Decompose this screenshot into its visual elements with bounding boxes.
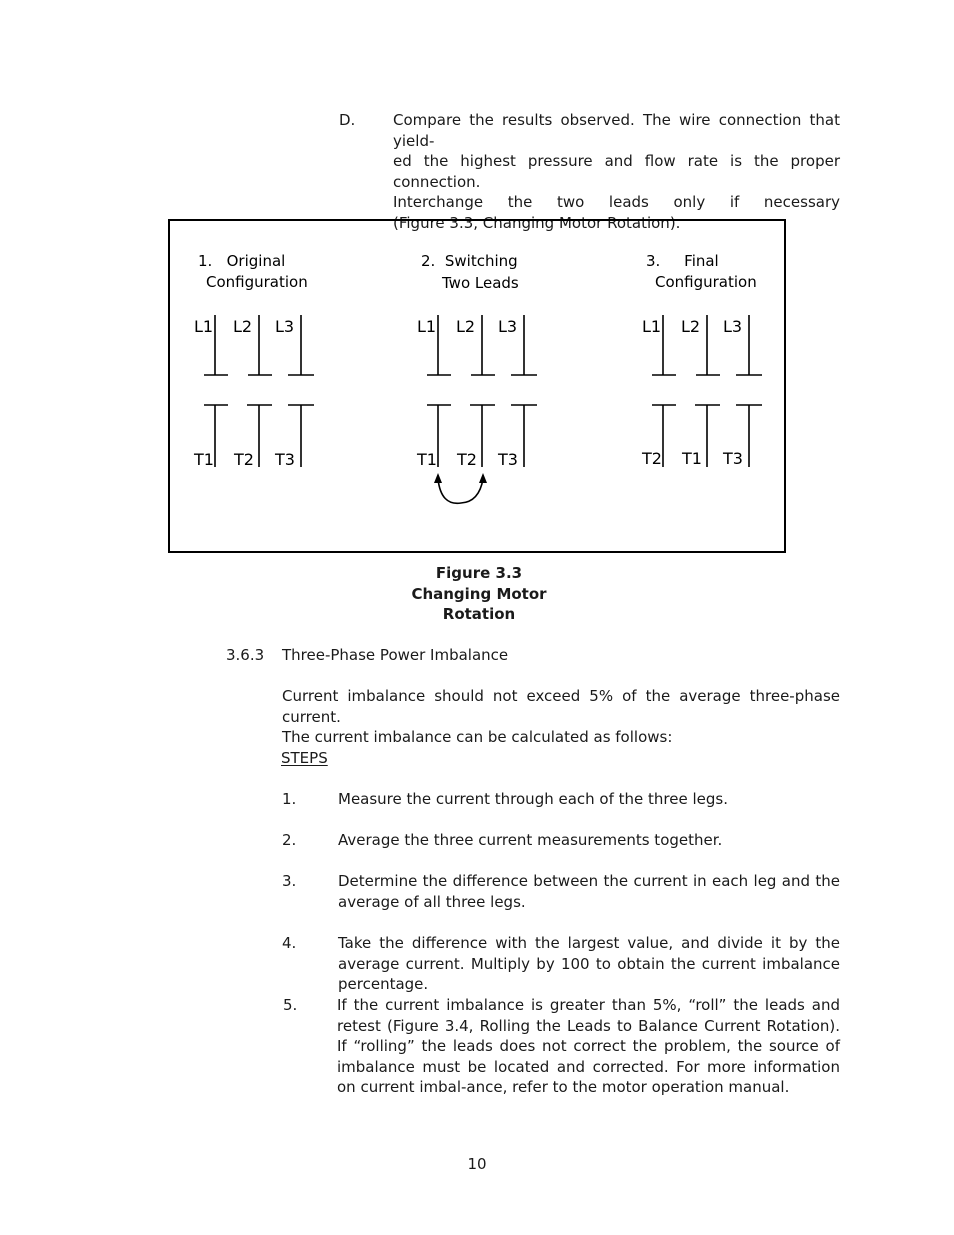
config-2-title-line1: Switching xyxy=(444,252,518,270)
step-3-number: 3. xyxy=(282,872,297,890)
step-5-number: 5. xyxy=(283,996,298,1014)
config-3-number: 3. xyxy=(646,252,661,270)
config-1-top-label-3: L3 xyxy=(275,317,295,336)
config-2-top-label-3: L3 xyxy=(498,317,518,336)
step-2-text: Average the three current measurements together. xyxy=(338,831,723,849)
step-4-number: 4. xyxy=(282,934,297,952)
config-1-top-label-2: L2 xyxy=(233,317,253,336)
step-4-text: Take the difference with the largest value, and divide it by the average current. Multiply by 100 to obtain the current imbalance percentage. xyxy=(338,934,840,994)
config-3-title-line2: Configuration xyxy=(655,273,757,291)
config-2-title-line2: Two Leads xyxy=(442,274,519,292)
step-2-number: 2. xyxy=(282,831,297,849)
config-2-bottom-label-1: T1 xyxy=(417,450,437,469)
config-3-title-line1: Final xyxy=(684,252,719,270)
section-title: Three-Phase Power Imbalance xyxy=(282,646,509,664)
figure-caption-line-1: Figure 3.3 xyxy=(435,564,523,582)
figure-3-3-box xyxy=(168,219,786,553)
section-d-line-4: (Figure 3.3, Changing Motor Rotation). xyxy=(393,213,681,232)
swap-arrow-head-right xyxy=(479,473,487,483)
config-2-diagram xyxy=(416,315,537,503)
config-1-bottom-label-1: T1 xyxy=(194,450,214,469)
config-2-top-label-2: L2 xyxy=(456,317,476,336)
section-intro xyxy=(282,686,840,748)
step-1-number: 1. xyxy=(282,790,297,808)
config-1-diagram xyxy=(193,315,314,469)
config-1-bottom-label-3: T3 xyxy=(275,450,295,469)
swap-arrow-head-left xyxy=(434,473,442,483)
section-d-text xyxy=(393,110,840,234)
figure-caption-line-3: Rotation xyxy=(442,605,516,623)
section-d-line-2: ed the highest pressure and flow rate is the proper connection. xyxy=(393,152,840,191)
config-3-bottom-label-1: T2 xyxy=(642,449,662,468)
config-2-bottom-label-3: T3 xyxy=(498,450,518,469)
page-number: 10 xyxy=(467,1155,487,1173)
config-2-bottom-label-2: T2 xyxy=(457,450,477,469)
config-1-number: 1. xyxy=(198,252,213,270)
wiring-diagram xyxy=(170,221,784,551)
config-1-top-label-1: L1 xyxy=(194,317,214,336)
config-1-title-line2: Configuration xyxy=(206,273,308,291)
step-3-text: Determine the difference between the current in each leg and the average of all three legs. xyxy=(338,872,840,911)
section-intro-line-1: Current imbalance should not exceed 5% of the average three-phase current. xyxy=(282,687,840,726)
config-3-top-label-3: L3 xyxy=(723,317,743,336)
steps-heading-text: STEPS xyxy=(281,749,328,767)
config-1-title-line1: Original xyxy=(226,252,286,270)
section-d-line-1: Compare the results observed. The wire connection that yield- xyxy=(393,111,840,150)
config-3-top-label-2: L2 xyxy=(681,317,701,336)
section-d-label: D. xyxy=(339,111,356,129)
section-number: 3.6.3 xyxy=(226,646,265,664)
figure-caption xyxy=(380,563,578,625)
section-d-line-3: Interchange the two leads only if necessary xyxy=(393,193,840,212)
section-intro-line-2: The current imbalance can be calculated as follows: xyxy=(282,728,673,747)
config-3-bottom-label-2: T1 xyxy=(682,449,702,468)
step-5-text: If the current imbalance is greater than 5%, “roll” the leads and retest (Figure 3.4, Rolling the Leads to Balance Current Rotation). If “rolling” the leads does not correct the problem, the source of imbalance must be located and corrected. For more information on current imbal-ance, refer to the motor operation manual. xyxy=(337,996,840,1097)
figure-caption-line-2: Changing Motor xyxy=(411,584,547,603)
config-2-number: 2. xyxy=(421,252,436,270)
steps-heading xyxy=(281,748,328,769)
config-3-diagram xyxy=(641,315,762,468)
config-3-bottom-label-3: T3 xyxy=(723,449,743,468)
config-3-top-label-1: L1 xyxy=(642,317,662,336)
swap-arrow xyxy=(438,479,483,503)
config-2-top-label-1: L1 xyxy=(417,317,437,336)
step-1-text: Measure the current through each of the three legs. xyxy=(338,790,728,808)
config-1-bottom-label-2: T2 xyxy=(234,450,254,469)
